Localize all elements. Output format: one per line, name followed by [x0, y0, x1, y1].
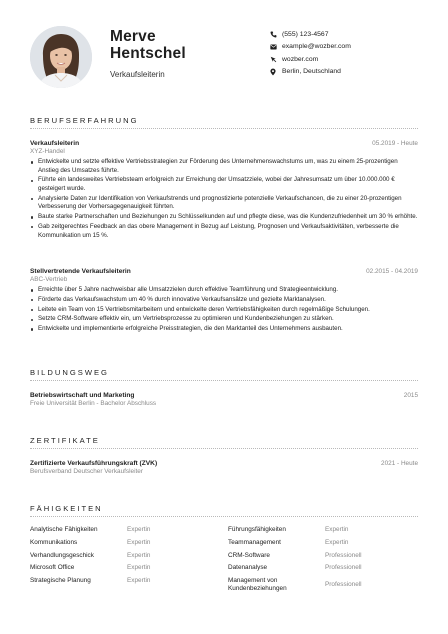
skill-level: Professionell: [325, 581, 362, 589]
list-item: Setzte CRM-Software effektiv ein, um Vertriebsprozesse zu optimieren und Kundenbeziehungen zu stärken.: [30, 315, 418, 324]
job-bullets: [30, 158, 418, 240]
skill-name: Analytische Fähigkeiten: [30, 526, 98, 533]
job-bullets: [30, 286, 418, 334]
experience-entry-2: [30, 268, 418, 335]
skill-row: [30, 539, 220, 552]
job-company: ABC-Vertrieb: [30, 276, 68, 283]
skill-name: Microsoft Office: [30, 564, 75, 572]
skill-row: [30, 526, 220, 539]
list-item: Führte ein landesweites Vertriebsteam erfolgreich zur Erreichung der Umsatzziele, wobei der Jahresumsatz um über 10.000.000 € gesteigert wurde.: [30, 176, 418, 193]
resume-header: [30, 26, 428, 96]
job-company: XYZ-Handel: [30, 148, 65, 155]
job-title: Verkaufsleiterin: [110, 70, 165, 79]
skill-row: [228, 577, 418, 595]
last-name: Hentschel: [110, 45, 186, 62]
experience-entry-1: [30, 140, 418, 241]
skills-column-left: [30, 526, 220, 590]
skill-row: [30, 577, 220, 590]
skill-level: Expertin: [127, 577, 151, 585]
contact-website-text: wozber.com: [282, 55, 319, 63]
certificate-name: Zertifizierte Verkaufsführungskraft (ZVK): [30, 460, 158, 467]
skill-row: [30, 564, 220, 577]
skill-level: Expertin: [127, 538, 151, 546]
contact-list: [268, 28, 438, 78]
skill-row: [228, 539, 418, 552]
section-divider: [30, 380, 418, 381]
email-icon: [268, 44, 278, 50]
job-dates: 02.2015 - 04.2019: [366, 268, 418, 275]
skills-column-right: [228, 526, 418, 595]
section-title-skills: FÄHIGKEITEN: [30, 504, 103, 513]
contact-location: [268, 66, 438, 79]
certificate-entry: [30, 460, 418, 475]
skill-level: Expertin: [127, 564, 151, 572]
skill-level: Professionell: [325, 551, 362, 559]
skill-name: CRM-Software: [228, 551, 270, 559]
contact-phone: [268, 28, 438, 41]
section-divider: [30, 128, 418, 129]
job-dates: 05.2019 - Heute: [372, 140, 418, 147]
contact-phone-text: (555) 123-4567: [282, 30, 329, 38]
skill-level: Expertin: [325, 538, 349, 546]
contact-email[interactable]: [268, 41, 438, 54]
section-title-certificates: ZERTIFIKATE: [30, 436, 100, 445]
skill-name: Teammanagement: [228, 538, 281, 546]
phone-icon: [268, 31, 278, 38]
link-icon: [268, 56, 278, 63]
skill-row: [228, 564, 418, 577]
education-school: Freie Universität Berlin - Bachelor Abschluss: [30, 400, 157, 407]
job-role: Verkaufsleiterin: [30, 140, 80, 147]
location-pin-icon: [268, 68, 278, 76]
skill-row: [228, 552, 418, 565]
education-entry: [30, 392, 418, 407]
contact-email-text: example@wozber.com: [282, 43, 351, 51]
skill-level: Expertin: [127, 551, 151, 559]
first-name: Merve: [110, 28, 156, 45]
skill-row: [30, 552, 220, 565]
list-item: Entwickelte und implementierte erfolgreiche Preisstrategien, die den Marktanteil des Unternehmens ausbauten.: [30, 325, 418, 334]
skill-row: [228, 526, 418, 539]
skill-level: Expertin: [325, 526, 349, 533]
section-divider: [30, 448, 418, 449]
list-item: Erreichte über 5 Jahre nachweisbar alle Umsatzzielen durch effektive Teamführung und Strategieentwicklung.: [30, 286, 418, 295]
list-item: Leitete ein Team von 15 Vertriebsmitarbeitern und entwickelte deren Vertriebsfähigkeiten durch regelmäßige Schulungen.: [30, 306, 418, 315]
skill-name: Verhandlungsgeschick: [30, 551, 94, 559]
skill-name: Management von Kundenbeziehungen: [228, 577, 287, 592]
section-title-education: BILDUNGSWEG: [30, 368, 109, 377]
contact-location-text: Berlin, Deutschland: [282, 68, 341, 76]
job-role: Stellvertretende Verkaufsleiterin: [30, 268, 131, 275]
skill-level: Professionell: [325, 564, 362, 572]
contact-website[interactable]: [268, 53, 438, 66]
education-year: 2015: [403, 392, 418, 399]
education-degree: Betriebswirtschaft und Marketing: [30, 392, 135, 399]
avatar: [30, 26, 92, 88]
skill-name: Führungsfähigkeiten: [228, 526, 286, 533]
certificate-issuer: Berufsverband Deutscher Verkaufsleiter: [30, 468, 143, 475]
list-item: Entwickelte und setzte effektive Vertriebsstrategien zur Förderung des Unternehmenswachstums um, was zu einem 25-prozentigen Anstieg des Umsatzes führte.: [30, 158, 418, 175]
list-item: Gab zeitgerechtes Feedback an das obere Management in Bezug auf Leistung, Prognosen und Verkaufsaktivitäten, verbesserte die Kommunikation um 15 %.: [30, 223, 418, 240]
list-item: Förderte das Verkaufswachstum um 40 % durch innovative Verkaufsansätze und gezielte Marktanalysen.: [30, 296, 418, 305]
list-item: Analysierte Daten zur Identifikation von Verkaufstrends und prognostizierte potenzielle Verkaufschancen, die zu einer 20-prozentigen Verbesserung der Vorhersagegenauigkeit führten.: [30, 195, 418, 212]
section-title-experience: BERUFSERFAHRUNG: [30, 116, 139, 125]
skill-name: Datenanalyse: [228, 564, 268, 572]
list-item: Baute starke Partnerschaften und Beziehungen zu Schlüsselkunden auf und pflegte diese, was die Kundenzufriedenheit um 30 % erhöhte.: [30, 213, 418, 222]
certificate-dates: 2021 - Heute: [381, 460, 418, 467]
name-block: [110, 28, 260, 79]
skill-level: Expertin: [127, 526, 151, 533]
section-divider: [30, 516, 418, 517]
skill-name: Strategische Planung: [30, 577, 91, 585]
skill-name: Kommunikations: [30, 538, 78, 546]
